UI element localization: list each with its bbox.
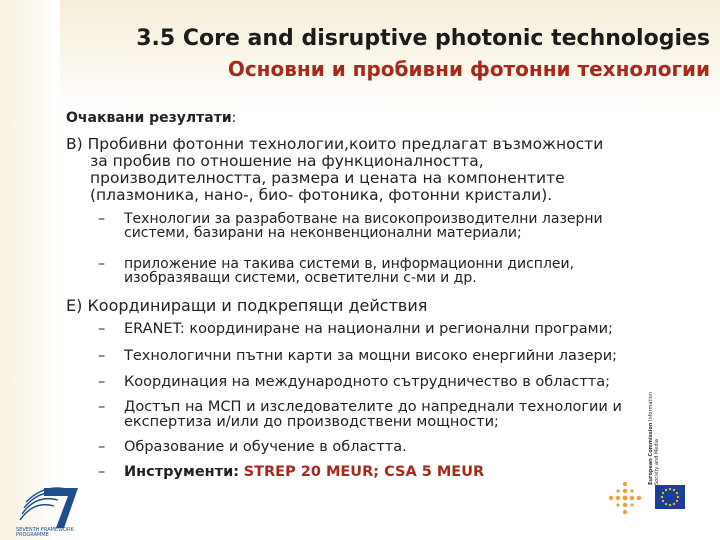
e-bullet [98, 400, 622, 430]
bullet-dash: – [98, 211, 105, 227]
e-bullet-text: Технологични пътни карти за мощни високо енергийни лазери; [124, 348, 618, 364]
sub-bullet-continuation: изобразяващи системи, осветителни с-ми и др. [124, 270, 477, 286]
e-bullet [98, 349, 617, 364]
e-bullet [98, 322, 613, 337]
paragraph-b-line: производителността, размера и цената на компонентите [90, 169, 565, 187]
instruments-label: Инструменти: [124, 464, 240, 480]
expected-results-heading [66, 110, 236, 126]
sub-bullet [98, 212, 678, 240]
header-background [0, 0, 720, 110]
dots-cross-icon [605, 478, 645, 518]
bullet-dash: – [98, 374, 106, 390]
sub-bullet-continuation: системи, базирани на неконвенционални материали; [124, 225, 522, 241]
e-bullet-text: Координация на международното сътрудничество в областта; [124, 374, 610, 390]
eu-stars-icon [655, 485, 685, 509]
heading-colon: : [231, 110, 237, 126]
slide-title-english: 3.5 Core and disruptive photonic technologies [136, 26, 710, 51]
expected-results-label: Очаквани резултати [66, 110, 232, 126]
eu-flag-icon [655, 485, 685, 509]
e-bullet-text: Достъп на МСП и изследователите до напреднали технологии и [124, 399, 622, 415]
bullet-dash: – [98, 321, 106, 337]
fp7-caption-line: SEVENTH FRAMEWORK [16, 527, 74, 533]
paragraph-b-line: (плазмоника, нано-, био- фотоника, фотонни кристали). [90, 186, 553, 204]
e-bullet-continuation: експертиза и/или до производствени мощности; [124, 414, 499, 430]
e-bullet-text: Образование и обучение в областта. [124, 439, 407, 455]
sub-bullet [98, 257, 678, 285]
bullet-dash: – [98, 348, 106, 364]
instruments-bullet [98, 465, 484, 480]
bullet-dash: – [98, 256, 105, 272]
paragraph-b [66, 136, 686, 204]
section-e-heading: E) Координиращи и подкрепящи действия [66, 296, 428, 315]
fp7-caption [16, 528, 74, 538]
slide-title-bulgarian: Основни и пробивни фотонни технологии [227, 57, 710, 81]
sub-bullet-text: Технологии за разработване на високопроизводителни лазерни [124, 211, 603, 227]
bullet-dash: – [98, 399, 106, 415]
bullet-dash: – [98, 439, 106, 455]
e-bullet [98, 375, 610, 390]
paragraph-b-line: B) Пробивни фотонни технологии,които предлагат възможности [66, 135, 604, 153]
paragraph-b-line: за пробив по отношение на функционалността, [90, 152, 484, 170]
sub-bullet-text: приложение на такива системи в, информационни дисплеи, [124, 256, 575, 272]
instruments-value: STREP 20 MEUR; CSA 5 MEUR [243, 464, 485, 480]
european-commission-text [648, 385, 676, 485]
ec-line: European Commission [648, 422, 654, 485]
ec-line: Information Society and Media [648, 392, 660, 485]
fp7-caption-line: PROGRAMME [16, 532, 49, 538]
e-bullet [98, 440, 407, 455]
e-bullet-text: ERANET: координиране на национални и регионални програми; [124, 321, 613, 337]
left-margin-background [0, 0, 60, 540]
bullet-dash: – [98, 464, 106, 480]
